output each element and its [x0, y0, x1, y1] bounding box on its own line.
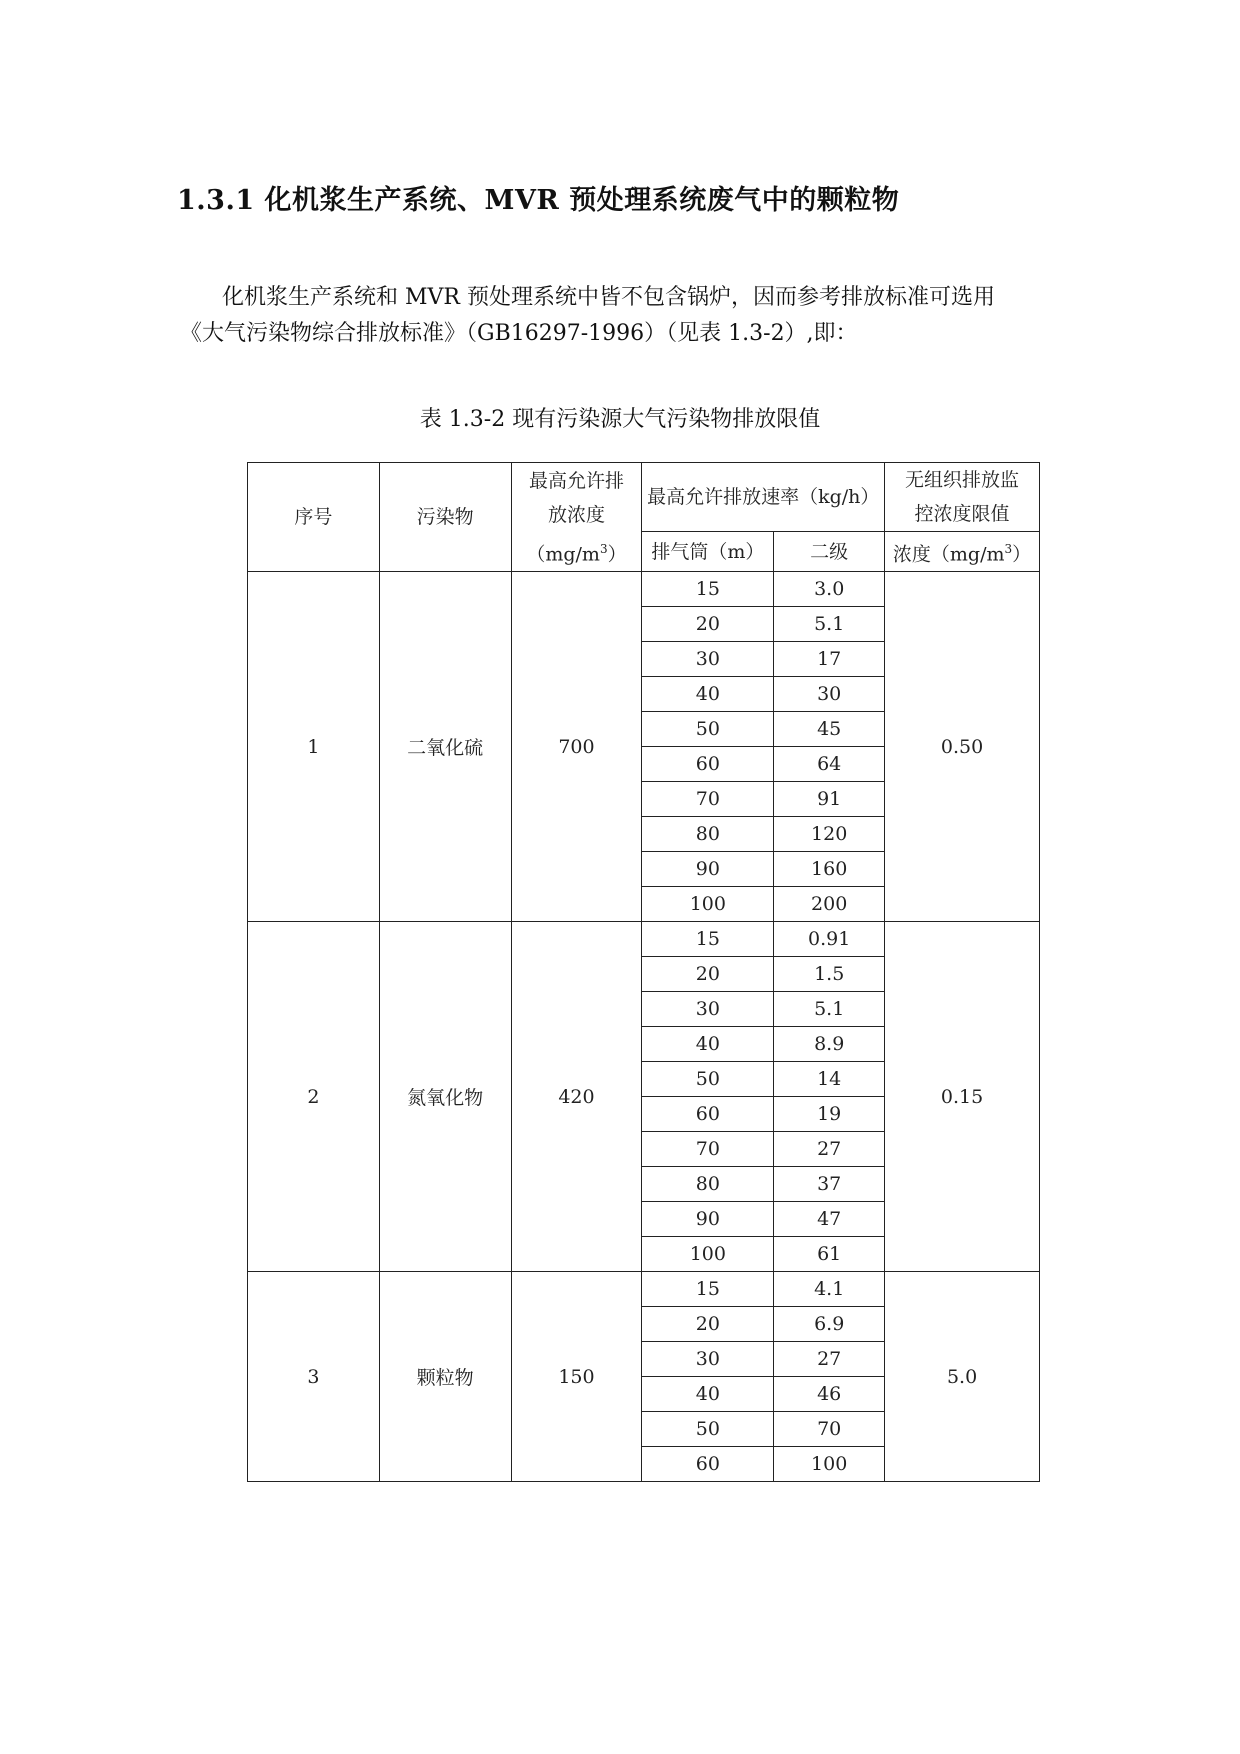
stack-height-cell: 60 [642, 1097, 774, 1132]
table-caption: 表 1.3-2 现有污染源大气污染物排放限值 [419, 407, 821, 432]
stack-height-cell: 40 [642, 1377, 774, 1412]
pollutant-no-cell: 2 [248, 922, 380, 1272]
max-concentration-cell: 150 [511, 1272, 642, 1482]
header-concentration-line2: 放浓度 [547, 503, 605, 526]
paragraph-line-1: 化机浆生产系统和 MVR 预处理系统中皆不包含锅炉，因而参考排放标准可选用 [222, 285, 995, 310]
pollutant-name-cell: 二氧化硫 [379, 572, 511, 922]
emission-rate-cell: 27 [774, 1132, 885, 1167]
header-concentration-unit: $(mg/m^3)$ [526, 541, 627, 565]
pollutant-no-cell: 3 [248, 1272, 380, 1482]
max-concentration-cell: 700 [511, 572, 642, 922]
stack-height-cell: 30 [642, 1342, 774, 1377]
emission-rate-cell: 64 [774, 747, 885, 782]
body-paragraph [180, 280, 1080, 352]
emission-rate-cell: 3.0 [774, 572, 885, 607]
header-no: 序号 [248, 463, 380, 572]
header-fugitive-line1: 无组织排放监 [905, 469, 1020, 491]
table-row [248, 572, 1040, 607]
emission-rate-cell: 46 [774, 1377, 885, 1412]
stack-height-cell: 50 [642, 712, 774, 747]
emission-rate-cell: 120 [774, 817, 885, 852]
stack-height-cell: 60 [642, 747, 774, 782]
stack-height-cell: 100 [642, 887, 774, 922]
pollutant-no-cell: 1 [248, 572, 380, 922]
paragraph-line-2: 《大气污染物综合排放标准》（GB16297-1996）（见表 1.3-2）,即： [180, 321, 858, 346]
pollutant-name-cell: 颗粒物 [379, 1272, 511, 1482]
header-concentration-line1: 最高允许排 [528, 469, 624, 492]
header-stack: 排气筒（m） [642, 532, 774, 572]
emission-rate-cell: 17 [774, 642, 885, 677]
header-row-1 [248, 463, 1040, 532]
emission-rate-cell: 27 [774, 1342, 885, 1377]
stack-height-cell: 30 [642, 642, 774, 677]
stack-height-cell: 20 [642, 607, 774, 642]
table-row [248, 1272, 1040, 1307]
max-concentration-cell: 420 [511, 922, 642, 1272]
stack-height-cell: 70 [642, 782, 774, 817]
emission-rate-cell: 30 [774, 677, 885, 712]
emission-rate-cell: 6.9 [774, 1307, 885, 1342]
table-row [248, 922, 1040, 957]
emission-rate-cell: 0.91 [774, 922, 885, 957]
emission-rate-cell: 100 [774, 1447, 885, 1482]
stack-height-cell: 80 [642, 817, 774, 852]
header-fugitive-unit: 浓度$(mg/m^3)$ [885, 532, 1040, 572]
emission-rate-cell: 91 [774, 782, 885, 817]
fugitive-limit-cell: 0.15 [885, 922, 1040, 1272]
emission-rate-cell: 160 [774, 852, 885, 887]
header-concentration [511, 463, 642, 572]
emission-limits-table [247, 462, 1040, 1482]
stack-height-cell: 50 [642, 1062, 774, 1097]
section-heading: 1.3.1 化机浆生产系统、MVR 预处理系统废气中的颗粒物 [177, 185, 900, 216]
stack-height-cell: 90 [642, 1202, 774, 1237]
stack-height-cell: 20 [642, 957, 774, 992]
emission-rate-cell: 45 [774, 712, 885, 747]
stack-height-cell: 80 [642, 1167, 774, 1202]
header-fugitive-line2: 控浓度限值 [914, 503, 1010, 525]
stack-height-cell: 100 [642, 1237, 774, 1272]
pollutant-name-cell: 氮氧化物 [379, 922, 511, 1272]
stack-height-cell: 40 [642, 677, 774, 712]
emission-rate-cell: 5.1 [774, 607, 885, 642]
stack-height-cell: 60 [642, 1447, 774, 1482]
emission-rate-cell: 5.1 [774, 992, 885, 1027]
emission-rate-cell: 8.9 [774, 1027, 885, 1062]
table-body [248, 463, 1040, 1482]
emission-rate-cell: 14 [774, 1062, 885, 1097]
emission-rate-cell: 61 [774, 1237, 885, 1272]
header-pollutant: 污染物 [379, 463, 511, 572]
emission-rate-cell: 19 [774, 1097, 885, 1132]
emission-rate-cell: 4.1 [774, 1272, 885, 1307]
stack-height-cell: 70 [642, 1132, 774, 1167]
stack-height-cell: 20 [642, 1307, 774, 1342]
emission-rate-cell: 1.5 [774, 957, 885, 992]
fugitive-limit-cell: 5.0 [885, 1272, 1040, 1482]
stack-height-cell: 15 [642, 572, 774, 607]
emission-rate-cell: 47 [774, 1202, 885, 1237]
emission-rate-cell: 200 [774, 887, 885, 922]
emission-rate-cell: 37 [774, 1167, 885, 1202]
header-rate: 最高允许排放速率（kg/h） [642, 463, 885, 532]
stack-height-cell: 90 [642, 852, 774, 887]
stack-height-cell: 50 [642, 1412, 774, 1447]
stack-height-cell: 15 [642, 1272, 774, 1307]
header-grade: 二级 [774, 532, 885, 572]
stack-height-cell: 15 [642, 922, 774, 957]
stack-height-cell: 30 [642, 992, 774, 1027]
stack-height-cell: 40 [642, 1027, 774, 1062]
emission-rate-cell: 70 [774, 1412, 885, 1447]
header-fugitive [885, 463, 1040, 532]
fugitive-limit-cell: 0.50 [885, 572, 1040, 922]
